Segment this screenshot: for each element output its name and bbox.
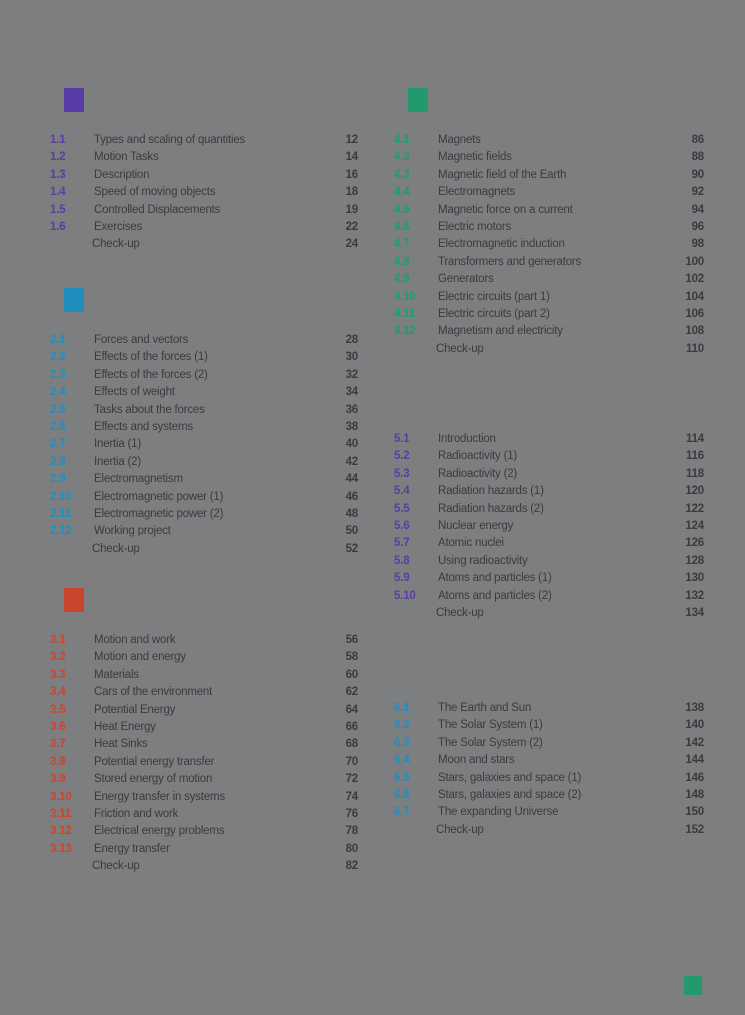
toc-entry-number: 1.4 (50, 186, 66, 199)
toc-checkup-page: 82 (345, 860, 358, 873)
toc-entry-page: 72 (345, 773, 358, 786)
toc-entry-page: 70 (345, 755, 358, 768)
toc-entry[interactable] (48, 471, 358, 488)
toc-entry[interactable] (48, 332, 358, 349)
toc-entry[interactable] (48, 149, 358, 166)
toc-entry-page: 66 (345, 720, 358, 733)
toc-entry-title: Forces and vectors (94, 334, 189, 346)
toc-entry-page: 98 (691, 238, 704, 251)
toc-entry-page: 60 (345, 668, 358, 681)
toc-entry-number: 3.6 (50, 720, 66, 733)
chapter-4-section (392, 88, 704, 358)
toc-entry-number: 4.5 (394, 203, 410, 216)
toc-checkup-title: Check-up (436, 823, 484, 836)
toc-entry-title: Electric motors (438, 220, 512, 233)
toc-entry-page: 142 (685, 736, 704, 749)
toc-entry-page: 56 (345, 634, 358, 646)
toc-entry-page: 114 (686, 433, 704, 445)
chapter-3-section (48, 588, 358, 875)
toc-entry-page: 108 (685, 325, 704, 338)
page-corner-marker (684, 976, 702, 995)
toc-entry-number: 3.10 (50, 790, 72, 803)
toc-entry[interactable] (392, 202, 704, 219)
toc-entry-title: Effects of weight (94, 386, 175, 399)
toc-entry-title: Electromagnetic power (2) (94, 507, 224, 520)
toc-entry-number: 2.9 (50, 473, 66, 486)
toc-entry[interactable] (392, 535, 704, 552)
toc-entry[interactable] (48, 167, 358, 184)
toc-entry-number: 6.5 (394, 771, 410, 784)
toc-checkup-title: Check-up (92, 238, 140, 251)
toc-entry[interactable] (392, 717, 704, 734)
toc-entry-title: Magnetic force on a current (438, 203, 573, 216)
toc-entry-page: 90 (691, 168, 704, 181)
toc-entry-title: Energy transfer (94, 842, 170, 855)
toc-entry-title: Atomic nuclei (438, 537, 504, 550)
toc-entry-title: The Earth and Sun (438, 702, 532, 714)
toc-entry-title: Energy transfer in systems (94, 790, 225, 803)
toc-entry-title: Effects of the forces (1) (94, 351, 208, 364)
toc-entry[interactable] (392, 700, 704, 717)
toc-checkup-entry[interactable] (392, 822, 704, 839)
toc-entry-title: Potential energy transfer (94, 755, 215, 768)
toc-entry-title: Electromagnets (438, 186, 516, 199)
toc-entry-title: Stars, galaxies and space (2) (438, 788, 582, 801)
toc-entry[interactable] (48, 219, 358, 236)
toc-entry-number: 3.1 (50, 634, 66, 646)
toc-entry[interactable] (392, 236, 704, 253)
toc-entry-page: 42 (345, 455, 358, 468)
toc-entry[interactable] (48, 454, 358, 471)
toc-entry-page: 118 (686, 467, 704, 480)
toc-entry-page: 122 (685, 502, 704, 515)
toc-entry[interactable] (392, 735, 704, 752)
toc-entry[interactable] (48, 349, 358, 366)
toc-checkup-title: Check-up (92, 860, 140, 873)
toc-entry-page: 48 (345, 507, 358, 520)
toc-entry-title: Inertia (2) (94, 455, 142, 468)
toc-entry-page: 19 (345, 203, 358, 216)
toc-entry-page: 46 (345, 490, 358, 503)
toc-entry[interactable] (48, 202, 358, 219)
toc-entry-number: 1.5 (50, 203, 66, 216)
toc-entry-number: 4.6 (394, 220, 410, 233)
toc-entry-number: 5.9 (394, 572, 410, 585)
toc-entry-number: 2.12 (50, 525, 72, 538)
chapter-2-section (48, 288, 358, 558)
toc-entry[interactable] (392, 149, 704, 166)
chapter-6-section (392, 700, 704, 839)
toc-entry-title: Friction and work (94, 807, 179, 820)
chapter-2-marker (64, 288, 84, 312)
toc-entry-page: 144 (685, 754, 704, 767)
toc-entry-title: Radiation hazards (1) (438, 485, 544, 498)
toc-entry[interactable] (48, 506, 358, 523)
toc-entry-page: 12 (345, 134, 358, 146)
toc-entry[interactable] (392, 501, 704, 518)
chapter-5-section (392, 431, 704, 622)
toc-entry-number: 4.2 (394, 151, 410, 164)
toc-entry[interactable] (48, 684, 358, 701)
toc-entry-number: 2.8 (50, 455, 66, 468)
toc-entry-page: 126 (685, 537, 704, 550)
toc-entry-title: Introduction (438, 433, 496, 445)
toc-entry-number: 1.2 (50, 151, 66, 164)
toc-entry-title: Effects of the forces (2) (94, 368, 208, 381)
toc-entry[interactable] (392, 752, 704, 769)
toc-entry-title: Radiation hazards (2) (438, 502, 544, 515)
toc-entry-page: 138 (685, 702, 704, 714)
chapter-3-marker (64, 588, 84, 612)
toc-entry-title: Cars of the environment (94, 686, 213, 699)
toc-entry-number: 3.7 (50, 738, 66, 751)
toc-entry-title: Electromagnetic induction (438, 238, 565, 251)
toc-entry-page: 36 (345, 403, 358, 416)
toc-entry-page: 128 (685, 554, 704, 567)
toc-entry[interactable] (392, 787, 704, 804)
toc-entry-number: 3.11 (50, 807, 71, 820)
toc-entry-title: Exercises (94, 220, 143, 233)
toc-checkup-page: 110 (686, 342, 704, 355)
toc-entry-title: Transformers and generators (438, 255, 582, 268)
toc-entry[interactable] (392, 184, 704, 201)
toc-entry-title: The expanding Universe (438, 806, 559, 819)
toc-checkup-entry[interactable] (48, 858, 358, 875)
toc-entry-number: 4.3 (394, 168, 410, 181)
toc-entry[interactable] (48, 719, 358, 736)
toc-entry[interactable] (48, 841, 358, 858)
toc-entry[interactable] (392, 289, 704, 306)
toc-entry[interactable] (48, 632, 358, 649)
toc-entry[interactable] (48, 789, 358, 806)
toc-entry[interactable] (392, 254, 704, 271)
toc-entry-number: 3.8 (50, 755, 66, 768)
toc-entry-number: 4.11 (394, 307, 415, 320)
toc-entry[interactable] (392, 219, 704, 236)
toc-entry-page: 130 (685, 572, 704, 585)
toc-checkup-page: 24 (345, 238, 358, 251)
toc-entry-number: 3.13 (50, 842, 72, 855)
toc-entry-number: 6.2 (394, 719, 410, 732)
toc-entry[interactable] (392, 483, 704, 500)
toc-entry-page: 88 (691, 151, 704, 164)
toc-entry-page: 148 (685, 788, 704, 801)
chapter-1-section (48, 88, 358, 254)
toc-entry-title: Tasks about the forces (94, 403, 205, 416)
toc-entry[interactable] (48, 367, 358, 384)
toc-entry-number: 5.5 (394, 502, 410, 515)
toc-entry-page: 14 (345, 151, 358, 164)
toc-entry-title: Controlled Displacements (94, 203, 221, 216)
toc-entry[interactable] (392, 804, 704, 821)
toc-entry-number: 3.5 (50, 703, 66, 716)
chapter-3-list (48, 632, 358, 875)
toc-entry-page: 116 (686, 450, 704, 463)
toc-entry-title: Inertia (1) (94, 438, 142, 451)
toc-entry-number: 3.4 (50, 686, 66, 699)
toc-entry-page: 34 (345, 386, 358, 399)
toc-entry[interactable] (48, 806, 358, 823)
chapter-2-list (48, 332, 358, 558)
toc-entry-page: 94 (691, 203, 704, 216)
toc-entry-number: 3.2 (50, 651, 66, 664)
toc-entry-title: Electric circuits (part 1) (438, 290, 550, 303)
toc-entry-number: 1.3 (50, 168, 66, 181)
toc-entry-title: Working project (94, 525, 171, 538)
toc-entry-title: The Solar System (2) (438, 736, 543, 749)
toc-entry[interactable] (48, 823, 358, 840)
chapter-1-list (48, 132, 358, 254)
toc-entry-page: 150 (685, 806, 704, 819)
toc-checkup-entry[interactable] (48, 541, 358, 558)
toc-checkup-page: 152 (685, 823, 704, 836)
toc-entry-number: 2.3 (50, 368, 66, 381)
toc-entry-number: 4.7 (394, 238, 410, 251)
toc-entry-page: 44 (345, 473, 358, 486)
chapter-6-list (392, 700, 704, 839)
toc-entry-page: 16 (345, 168, 358, 181)
toc-entry-title: Types and scaling of quantities (94, 134, 246, 146)
toc-entry[interactable] (48, 736, 358, 753)
toc-checkup-entry[interactable] (392, 341, 704, 358)
toc-entry-title: Electrical energy problems (94, 825, 225, 838)
toc-entry-number: 2.6 (50, 420, 66, 433)
toc-entry[interactable] (48, 702, 358, 719)
toc-entry-number: 2.2 (50, 351, 66, 364)
toc-entry[interactable] (48, 436, 358, 453)
toc-entry[interactable] (48, 132, 358, 149)
chapter-1-marker (64, 88, 84, 112)
toc-entry[interactable] (392, 570, 704, 587)
toc-entry-title: Effects and systems (94, 420, 193, 433)
toc-entry-page: 38 (345, 420, 358, 433)
toc-entry[interactable] (392, 306, 704, 323)
toc-entry-page: 106 (685, 307, 704, 320)
toc-entry-number: 6.4 (394, 754, 410, 767)
toc-entry-number: 4.1 (394, 134, 410, 146)
toc-checkup-title: Check-up (436, 342, 484, 355)
toc-entry-number: 1.6 (50, 220, 66, 233)
toc-entry[interactable] (392, 466, 704, 483)
toc-entry-title: Magnetic field of the Earth (438, 168, 567, 181)
toc-entry-page: 124 (685, 519, 704, 532)
toc-entry-title: Atoms and particles (2) (438, 589, 552, 602)
toc-checkup-entry[interactable] (392, 605, 704, 622)
toc-entry-page: 140 (685, 719, 704, 732)
toc-entry[interactable] (48, 419, 358, 436)
toc-entry-number: 2.1 (50, 334, 66, 346)
toc-checkup-page: 134 (685, 606, 704, 619)
toc-entry-page: 104 (685, 290, 704, 303)
toc-entry[interactable] (48, 771, 358, 788)
toc-entry-title: Generators (438, 273, 494, 286)
toc-entry-title: Potential Energy (94, 703, 176, 716)
toc-entry-number: 1.1 (50, 134, 66, 146)
toc-entry-page: 102 (685, 273, 704, 286)
toc-entry-title: Moon and stars (438, 754, 515, 767)
toc-entry-number: 2.7 (50, 438, 66, 451)
toc-entry-title: Magnets (438, 134, 481, 146)
toc-entry-number: 6.3 (394, 736, 410, 749)
toc-entry-page: 32 (345, 368, 358, 381)
toc-entry-page: 146 (685, 771, 704, 784)
toc-entry-page: 120 (685, 485, 704, 498)
toc-entry-number: 2.5 (50, 403, 66, 416)
toc-entry-title: Electromagnetism (94, 473, 183, 486)
toc-entry-title: Stars, galaxies and space (1) (438, 771, 582, 784)
toc-checkup-page: 52 (345, 542, 358, 555)
toc-entry-page: 30 (345, 351, 358, 364)
chapter-5-list (392, 431, 704, 622)
toc-entry-number: 5.3 (394, 467, 410, 480)
toc-checkup-title: Check-up (92, 542, 140, 555)
toc-entry-title: Stored energy of motion (94, 773, 213, 786)
toc-entry-number: 5.8 (394, 554, 410, 567)
toc-entry-number: 5.10 (394, 589, 416, 602)
toc-entry-title: Radioactivity (1) (438, 450, 518, 463)
toc-entry-number: 4.10 (394, 290, 416, 303)
toc-entry-number: 5.1 (394, 433, 410, 445)
toc-entry[interactable] (48, 754, 358, 771)
toc-entry-page: 62 (345, 686, 358, 699)
toc-entry[interactable] (392, 167, 704, 184)
toc-entry-number: 3.12 (50, 825, 72, 838)
toc-entry-page: 76 (345, 807, 358, 820)
toc-entry[interactable] (392, 132, 704, 149)
toc-entry[interactable] (392, 448, 704, 465)
toc-entry-title: Electromagnetic power (1) (94, 490, 224, 503)
toc-entry-title: Atoms and particles (1) (438, 572, 552, 585)
toc-entry-page: 58 (345, 651, 358, 664)
toc-entry-page: 68 (345, 738, 358, 751)
toc-entry-page: 100 (685, 255, 704, 268)
toc-entry-number: 2.11 (50, 507, 71, 520)
toc-entry-title: Radioactivity (2) (438, 467, 518, 480)
toc-entry-page: 132 (685, 589, 704, 602)
toc-entry-page: 86 (691, 134, 704, 146)
toc-entry[interactable] (48, 384, 358, 401)
toc-entry-number: 5.7 (394, 537, 410, 550)
toc-entry[interactable] (392, 588, 704, 605)
toc-entry-page: 80 (345, 842, 358, 855)
chapter-4-list (392, 132, 704, 358)
toc-entry-page: 64 (345, 703, 358, 716)
toc-entry-page: 78 (345, 825, 358, 838)
toc-entry-number: 6.6 (394, 788, 410, 801)
toc-entry-number: 6.1 (394, 702, 410, 714)
toc-entry-page: 96 (691, 220, 704, 233)
toc-entry-number: 4.4 (394, 186, 410, 199)
toc-entry-number: 5.4 (394, 485, 410, 498)
toc-entry[interactable] (392, 770, 704, 787)
toc-entry-number: 2.10 (50, 490, 72, 503)
toc-entry-number: 4.8 (394, 255, 410, 268)
toc-entry-title: Using radioactivity (438, 554, 528, 567)
toc-entry-title: Motion and energy (94, 651, 186, 664)
toc-entry-number: 5.2 (394, 450, 410, 463)
toc-entry-number: 3.9 (50, 773, 66, 786)
toc-entry-title: Magnetism and electricity (438, 325, 563, 338)
toc-entry-number: 4.12 (394, 325, 416, 338)
toc-entry-number: 6.7 (394, 806, 410, 819)
toc-entry[interactable] (392, 271, 704, 288)
toc-checkup-entry[interactable] (48, 236, 358, 253)
toc-entry-title: Materials (94, 668, 139, 681)
toc-entry-title: Motion Tasks (94, 151, 159, 164)
toc-entry-number: 3.3 (50, 668, 66, 681)
toc-entry[interactable] (48, 184, 358, 201)
toc-entry-page: 22 (345, 220, 358, 233)
toc-entry[interactable] (392, 323, 704, 340)
toc-entry-number: 2.4 (50, 386, 66, 399)
toc-entry-title: Heat Sinks (94, 738, 148, 751)
toc-entry[interactable] (48, 489, 358, 506)
toc-entry-title: Motion and work (94, 634, 176, 646)
toc-entry-title: Speed of moving objects (94, 186, 216, 199)
toc-entry[interactable] (392, 553, 704, 570)
toc-entry[interactable] (48, 523, 358, 540)
toc-entry[interactable] (48, 402, 358, 419)
toc-entry-page: 18 (345, 186, 358, 199)
toc-entry-title: Heat Energy (94, 720, 156, 733)
toc-entry-title: The Solar System (1) (438, 719, 543, 732)
toc-entry-title: Electric circuits (part 2) (438, 307, 550, 320)
toc-entry-number: 5.6 (394, 519, 410, 532)
toc-entry-number: 4.9 (394, 273, 410, 286)
toc-entry-title: Magnetic fields (438, 151, 512, 164)
toc-entry[interactable] (48, 649, 358, 666)
toc-entry-page: 50 (345, 525, 358, 538)
toc-entry[interactable] (392, 431, 704, 448)
toc-checkup-title: Check-up (436, 606, 484, 619)
toc-entry-page: 40 (345, 438, 358, 451)
toc-entry-page: 28 (345, 334, 358, 346)
toc-entry-title: Nuclear energy (438, 519, 514, 532)
toc-entry[interactable] (392, 518, 704, 535)
toc-entry[interactable] (48, 667, 358, 684)
toc-entry-page: 92 (691, 186, 704, 199)
chapter-4-marker (408, 88, 428, 112)
toc-entry-title: Description (94, 168, 150, 181)
toc-entry-page: 74 (345, 790, 358, 803)
